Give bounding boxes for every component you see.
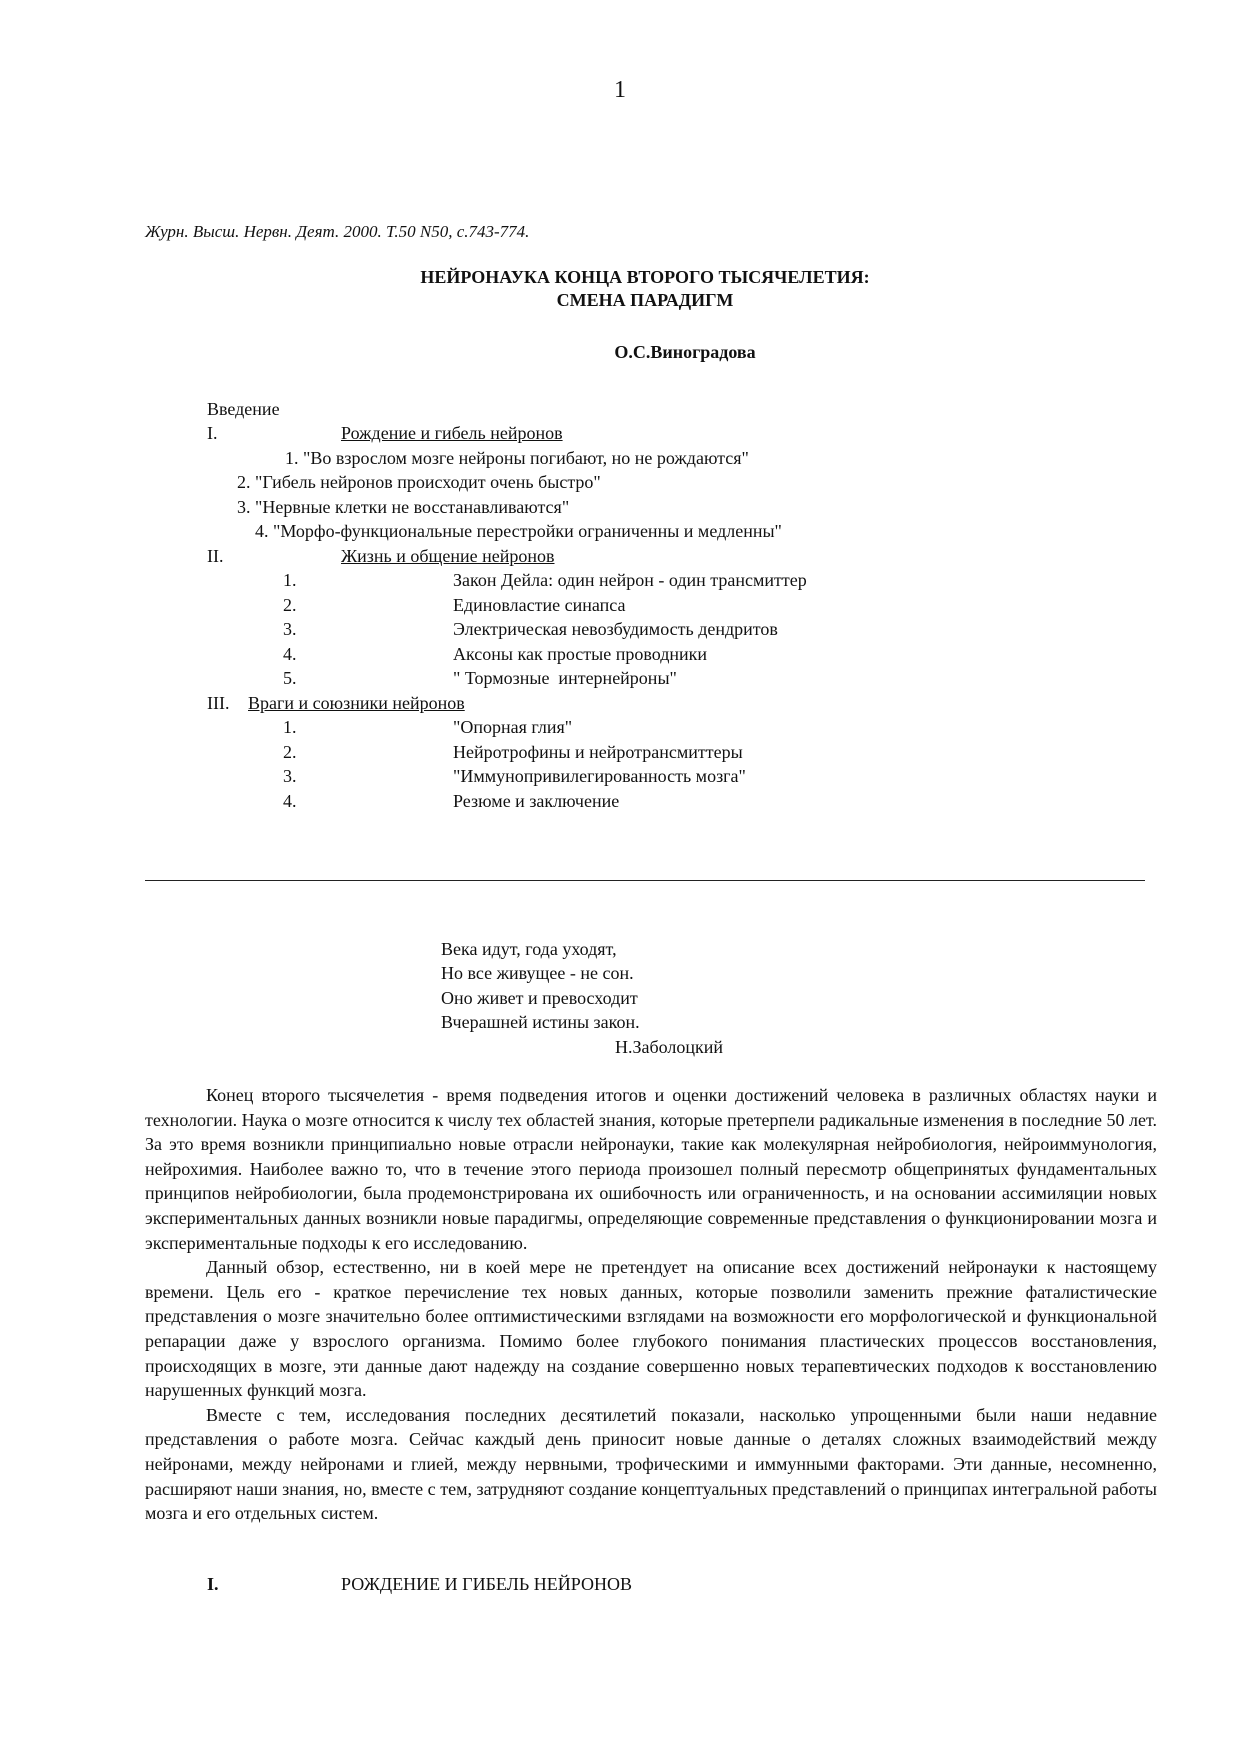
author: О.С.Виноградова <box>614 342 756 362</box>
epigraph-line: Оно живет и превосходит <box>441 988 638 1008</box>
toc-item: Электрическая невозбудимость дендритов <box>453 619 778 639</box>
toc-item-num: 2. <box>283 742 297 762</box>
toc-item-num: 3. <box>283 766 297 786</box>
toc-item-num: 1. <box>283 570 297 590</box>
toc-item: " Тормозные интернейроны" <box>453 668 677 688</box>
toc-item-num: 4. <box>283 791 297 811</box>
section-heading-title: РОЖДЕНИЕ И ГИБЕЛЬ НЕЙРОНОВ <box>341 1574 632 1594</box>
toc-item: "Опорная глия" <box>453 717 573 737</box>
toc-item: "Иммунопривилегированность мозга" <box>453 766 746 786</box>
epigraph-line: Века идут, года уходят, <box>441 939 617 959</box>
toc-item: 1. "Во взрослом мозге нейроны погибают, но не рождаются" <box>285 448 749 468</box>
body-text <box>145 1083 1157 1526</box>
epigraph-author: Н.Заболоцкий <box>615 1037 724 1057</box>
toc-item-num: 1. <box>283 717 297 737</box>
separator-line <box>145 880 1145 881</box>
paragraph: Конец второго тысячелетия - время подведения итогов и оценки достижений человека в различных областях науки и технологии. Наука о мозге относится к числу тех областей знания, которые претерпели радикальные изменения в последние 50 лет. За это время возникли принципиально новые отрасли нейронауки, такие как молекулярная нейробиология, нейроиммунология, нейрохимия. Наиболее важно то, что в течение этого периода произошел полный пересмотр общепринятых фундаментальных принципов нейробиологии, была продемонстрирована их ошибочность или ограниченность, и на основании ассимиляции новых экспериментальных данных возникли новые парадигмы, определяющие современные представления о функционировании мозга и экспериментальные подходы к его исследованию. <box>145 1085 1157 1253</box>
journal-reference: Журн. Высш. Нервн. Деят. 2000. Т.50 N50, с.743-774. <box>145 222 530 241</box>
paragraph: Вместе с тем, исследования последних десятилетий показали, насколько упрощенными были наши недавние представления о работе мозга. Сейчас каждый день приносит новые данные о деталях сложных взаимодействий между нейронами, между нейронами и глией, между нервными, трофическими и иммунными факторами. Эти данные, несомненно, расширяют наши знания, но, вместе с тем, затрудняют создание концептуальных представлений о принципах интегральной работы мозга и его отдельных систем. <box>145 1404 1157 1524</box>
title-line-1: НЕЙРОНАУКА КОНЦА ВТОРОГО ТЫСЯЧЕЛЕТИЯ: <box>420 267 870 287</box>
toc-item: Нейротрофины и нейротрансмиттеры <box>453 742 743 762</box>
toc-section-num: II. <box>207 546 224 566</box>
toc-item: 4. "Морфо-функциональные перестройки ограниченны и медленны" <box>255 521 782 541</box>
toc-item: 3. "Нервные клетки не восстанавливаются" <box>237 497 570 517</box>
toc-section-title: Рождение и гибель нейронов <box>341 423 563 443</box>
epigraph-line: Но все живущее - не сон. <box>441 963 634 983</box>
toc-item-num: 5. <box>283 668 297 688</box>
section-heading-num: I. <box>207 1574 219 1594</box>
toc-item: Резюме и заключение <box>453 791 620 811</box>
toc-section-num: III. <box>207 693 230 713</box>
toc-item-num: 2. <box>283 595 297 615</box>
toc-section-num: I. <box>207 423 218 443</box>
toc-item-num: 4. <box>283 644 297 664</box>
title-line-2: СМЕНА ПАРАДИГМ <box>556 290 734 310</box>
toc-item: Аксоны как простые проводники <box>453 644 708 664</box>
toc-section-title: Враги и союзники нейронов <box>248 693 465 713</box>
toc-item: 2. "Гибель нейронов происходит очень быстро" <box>237 472 601 492</box>
toc-item: Единовластие синапса <box>453 595 626 615</box>
toc-section-title: Жизнь и общение нейронов <box>341 546 555 566</box>
toc-item-num: 3. <box>283 619 297 639</box>
paragraph: Данный обзор, естественно, ни в коей мере не претендует на описание всех достижений нейронауки к настоящему времени. Цель его - краткое перечисление тех новых данных, которые позволили заменить прежние фаталистические представления о мозге значительно более оптимистическими взглядами на возможности его морфологической и функциональной репарации даже у взрослого организма. Помимо более глубокого понимания пластических процессов восстановления, происходящих в мозге, эти данные дают надежду на создание совершенно новых терапевтических подходов к восстановлению нарушенных функций мозга. <box>145 1257 1157 1401</box>
toc-intro: Введение <box>207 399 280 419</box>
epigraph-line: Вчерашней истины закон. <box>441 1012 640 1032</box>
page-number: 1 <box>614 77 626 103</box>
toc-item: Закон Дейла: один нейрон - один трансмиттер <box>453 570 807 590</box>
